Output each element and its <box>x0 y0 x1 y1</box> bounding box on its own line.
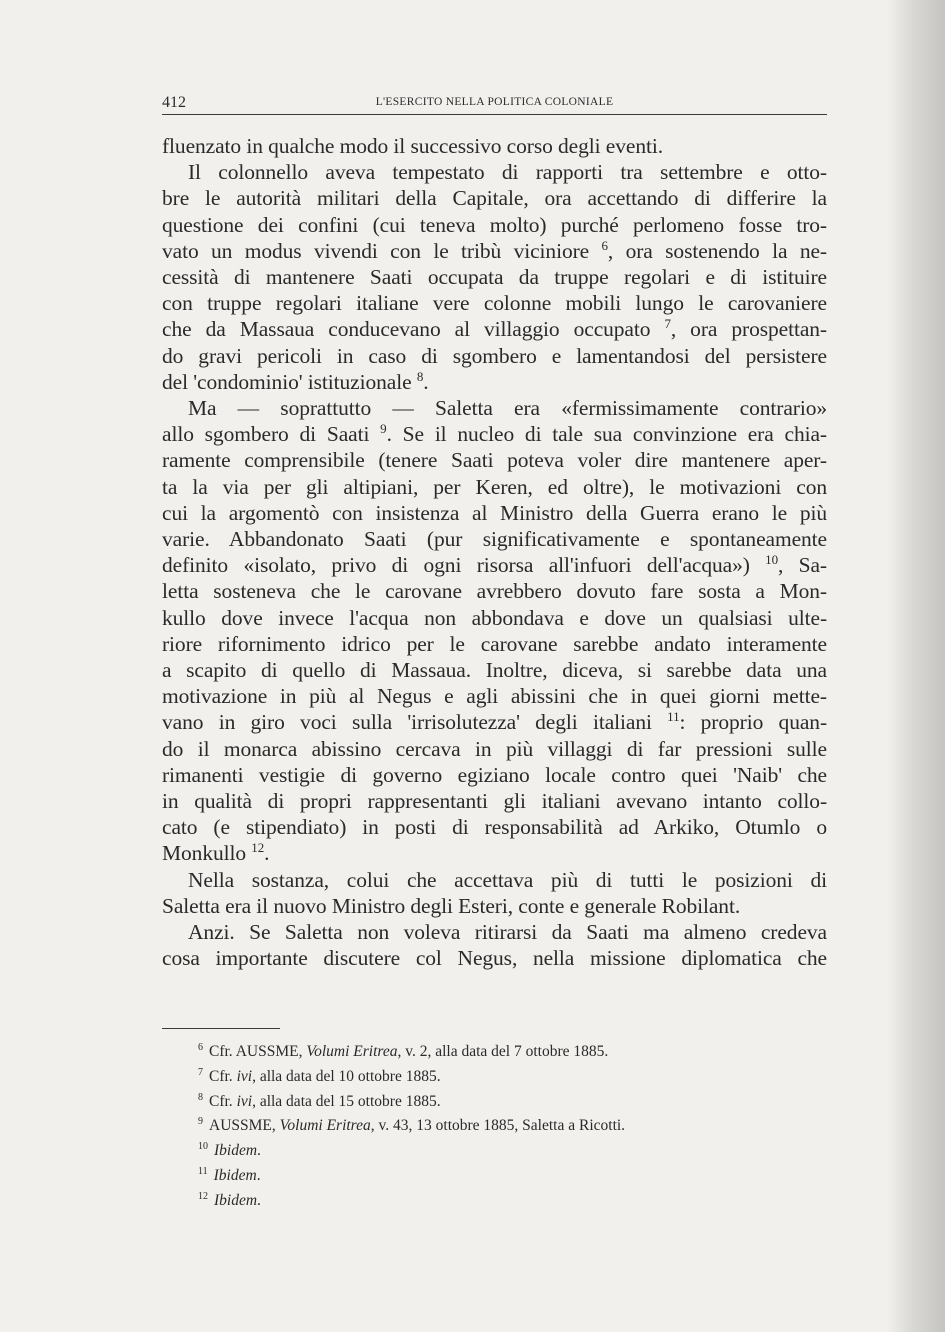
text-line: vano in giro voci sulla 'irrisolutezza' degli italiani $^{11}$: proprio quan- <box>162 709 827 735</box>
footnote: $^{10}$ Ibidem. <box>198 1141 261 1160</box>
footnote: $^{11}$ Ibidem. <box>198 1165 261 1184</box>
text-line: allo sgombero di Saati $^9$. Se il nucleo di tale sua convinzione era chia- <box>162 421 827 447</box>
footnote-ref[interactable]: 7 <box>664 316 671 332</box>
footnote: $^6$ Cfr. AUSSME, Volumi Eritrea, v. 2, alla data del 7 ottobre 1885. <box>198 1042 609 1060</box>
text-line: varie. Abbandonato Saati (pur significativamente e spontaneamente <box>162 527 827 552</box>
footnote-ref[interactable]: 6 <box>601 237 608 253</box>
footnote-ref[interactable]: 8 <box>416 368 424 384</box>
text-line: riore rifornimento idrico per le carovane sarebbe andato interamente <box>162 631 827 656</box>
text-line: fluenzato in qualche modo il successivo corso degli eventi. <box>162 134 663 158</box>
page-gutter-shadow <box>887 0 945 1332</box>
text-line: Saletta era il nuovo Ministro degli Esteri, conte e generale Robilant. <box>162 893 741 918</box>
text-line: cessità di mantenere Saati occupata da truppe regolari e di istituire <box>162 265 827 290</box>
text-line: vato un modus vivendi con le tribù viciniore $^6$, ora sostenendo la ne- <box>162 237 827 263</box>
text-line: Monkullo $^{12}$. <box>162 840 270 866</box>
text-line: do gravi pericoli in caso di sgombero e lamentandosi del persistere <box>162 343 827 368</box>
text-line: kullo dove invece l'acqua non abbondava e dove un qualsiasi ulte- <box>162 605 827 630</box>
text-line: motivazione in più al Negus e agli abissini che in quei giorni mette- <box>162 684 827 709</box>
footnotes <box>198 1040 818 1214</box>
footnote-ref[interactable]: 9 <box>380 421 387 437</box>
text-line: Ma — soprattutto — Saletta era «fermissimamente contrario» <box>188 396 827 421</box>
text-line: cui la argomentò con insistenza al Ministro della Guerra erano le più <box>162 500 827 525</box>
text-line: a scapito di quello di Massaua. Inoltre, diceva, si sarebbe data una <box>162 658 827 683</box>
footnote: $^{12}$ Ibidem. <box>198 1190 261 1209</box>
running-head <box>162 88 827 115</box>
footnote-ref[interactable]: 10 <box>765 552 778 568</box>
text-line: definito «isolato, privo di ogni risorsa all'infuori dell'acqua») $^{10}$, Sa- <box>162 552 827 578</box>
running-title: L'ESERCITO NELLA POLITICA COLONIALE <box>375 96 614 108</box>
footnote: $^7$ Cfr. ivi, alla data del 10 ottobre 1885. <box>198 1066 441 1085</box>
text-line: rimanenti vestigie di governo egiziano locale contro quei 'Naib' che <box>162 762 827 787</box>
text-line: che da Massaua conducevano al villaggio occupato $^7$, ora prospettan- <box>162 316 827 342</box>
footnote-ref[interactable]: 11 <box>667 709 680 725</box>
text-line: ramente comprensibile (tenere Saati poteva voler dire mantenere aper- <box>162 448 827 473</box>
text-line: Anzi. Se Saletta non voleva ritirarsi da Saati ma almeno credeva <box>188 920 827 945</box>
body-text <box>162 133 827 972</box>
text-line: letta sosteneva che le carovane avrebbero dovuto fare sosta a Mon- <box>162 579 827 604</box>
text-line: del 'condominio' istituzionale $^8$. <box>162 368 429 394</box>
text-line: ta la via per gli altipiani, per Keren, ed oltre), le motivazioni con <box>162 474 827 499</box>
text-line: Il colonnello aveva tempestato di rapporti tra settembre e otto- <box>188 160 827 185</box>
footnote: $^9$ AUSSME, Volumi Eritrea, v. 43, 13 ottobre 1885, Saletta a Ricotti. <box>198 1116 626 1135</box>
text-line: cato (e stipendiato) in posti di responsabilità ad Arkiko, Otumlo o <box>162 815 827 840</box>
text-line: questione dei confini (cui teneva molto) purché perlomeno fosse tro- <box>162 212 827 237</box>
text-line: bre le autorità militari della Capitale, ora accettando di differire la <box>162 186 827 211</box>
text-line: Nella sostanza, colui che accettava più di tutti le posizioni di <box>188 867 827 892</box>
page-number: 412 <box>162 94 186 111</box>
text-line: con truppe regolari italiane vere colonne mobili lungo le carovaniere <box>162 291 827 316</box>
footnote: $^8$ Cfr. ivi, alla data del 15 ottobre 1885. <box>198 1091 441 1110</box>
footnote-separator <box>162 1028 280 1029</box>
book-page <box>162 88 827 1209</box>
text-line: cosa importante discutere col Negus, nella missione diplomatica che <box>162 946 827 971</box>
text-line: do il monarca abissino cercava in più villaggi di far pressioni sulle <box>162 736 827 761</box>
footnote-ref[interactable]: 12 <box>251 840 265 856</box>
text-line: in qualità di propri rappresentanti gli italiani avevano intanto collo- <box>162 789 827 814</box>
